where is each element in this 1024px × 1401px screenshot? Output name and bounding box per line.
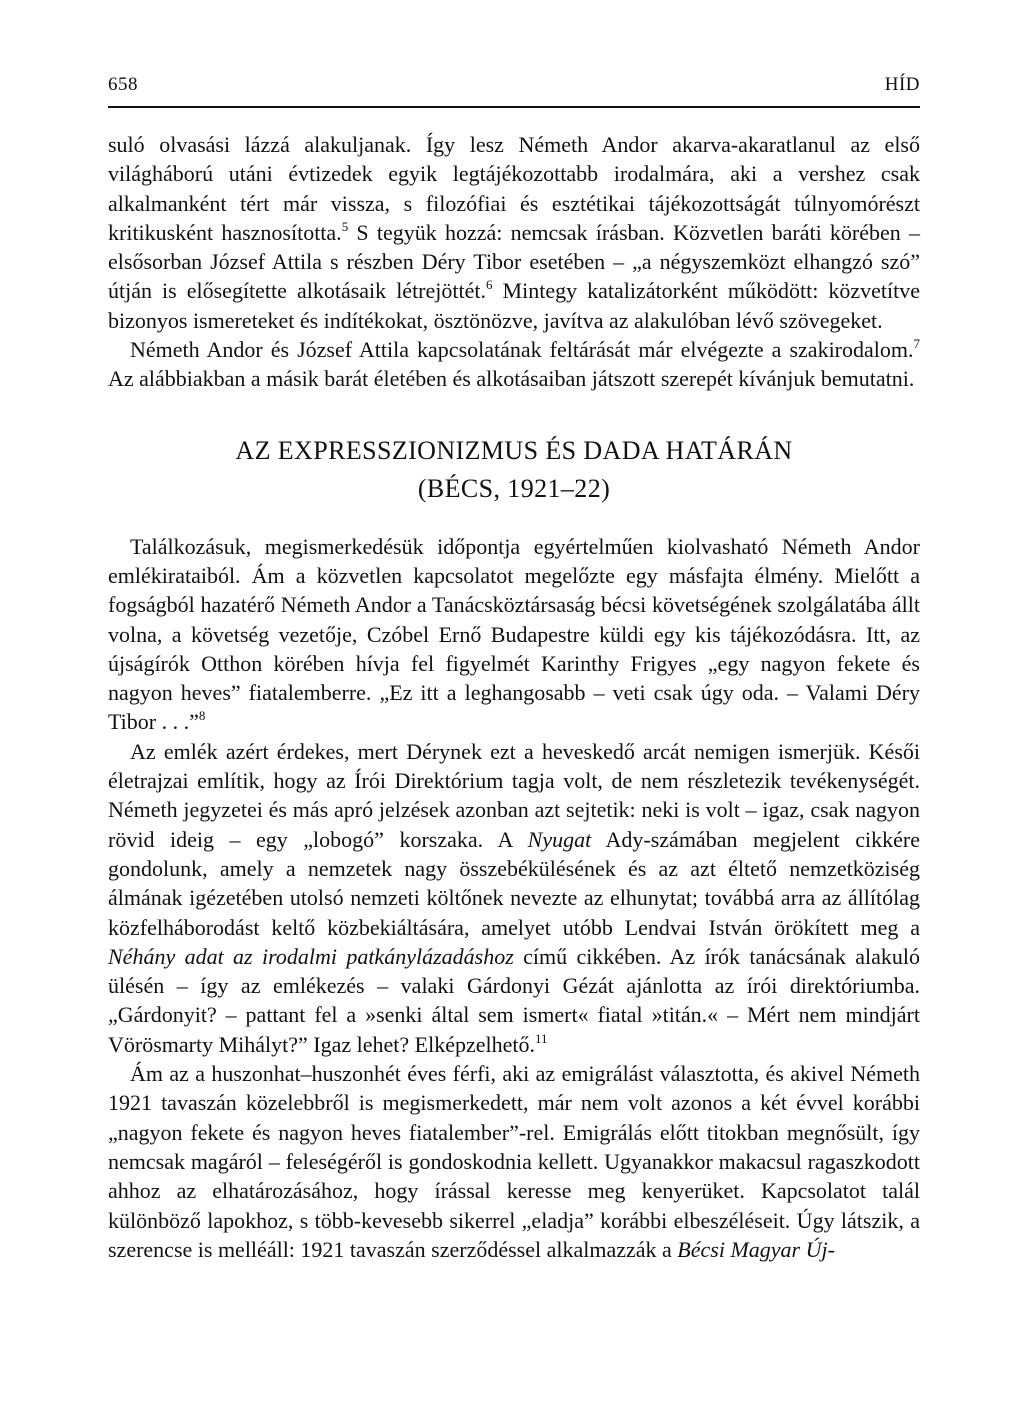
intro-paragraph-2: Németh Andor és József Attila kapcsolatának feltárását már elvégezte a szakirodalom.$^7$ Az alábbiakban a másik barát életében és alkotásaiban játszott szerepét kívánjuk bemutatni. [108,336,920,392]
italic-title-article: Néhány adat az irodalmi patkánylázadáshoz [108,943,514,969]
body-text [108,130,920,1264]
page-number: 658 [108,74,138,95]
italic-title-nyugat: Nyugat [527,826,592,852]
running-head [108,74,920,108]
journal-title: HÍD [884,74,920,95]
footnote-ref-8[interactable]: 8 [198,708,206,724]
section-heading-line-2: (BÉCS, 1921–22) [417,473,611,503]
italic-title-newspaper: Bécsi Magyar Új- [677,1236,835,1262]
footnote-ref-11[interactable]: 11 [535,1030,548,1046]
footnote-ref-5[interactable]: 5 [341,218,349,234]
section-heading-line-1: AZ EXPRESSZIONIZMUS ÉS DADA HATÁRÁN [235,435,793,465]
main-paragraph-2: Az emlék azért érdekes, mert Dérynek ezt a heveskedő arcát nemigen ismerjük. Késői életrajzai említik, hogy az Írói Direktórium tagja volt, de nem részletezik tevékenységét. Németh jegyzetei és más apró jelzések azonban azt sejtetik: neki is volt – igaz, csak nagyon rövid ideig – egy „lobogó” korszaka. A Nyugat Ady-számában megjelent cikkére gondolunk, amely a nemzetek nagy összebékülésének és az azt éltető nemzetköziség álmának igézetében utolsó nemzeti költőnek nevezte az elhunytat; továbbá arra az állítólag közfelháborodást keltő közbekiáltására, amelyet utóbb Lendvai István örökített meg a Néhány adat az irodalmi patkánylázadáshoz című cikkében. Az írók tanácsának alakuló ülésén – így az emlékezés – valaki Gárdonyi Gézát ajánlotta az írói direktóriumba. „Gárdonyit? – pattant fel a »senki által sem ismert« fiatal »titán.« – Mért nem mindjárt Vörösmarty Mihályt?” Igaz lehet? Elképzelhető.$^{11}$ [108,738,920,1057]
section-heading [108,432,920,508]
page [108,74,920,1264]
main-paragraph-1: Találkozásuk, megismerkedésük időpontja egyértelműen kiolvasható Németh Andor emlékirataiból. Ám a közvetlen kapcsolatot megelőzte egy másfajta élmény. Mielőtt a fogságból hazatérő Németh Andor a Tanácsköztársaság bécsi követségének szolgálatába állt volna, a követség vezetője, Czóbel Ernő Budapestre küldi egy kis tájékozódásra. Itt, az újságírók Otthon körében hívja fel figyelmét Karinthy Frigyes „egy nagyon fekete és nagyon heves” fiatalemberre. „Ez itt a leghangosabb – veti csak úgy oda. – Valami Déry Tibor . . .”$^8$ [108,533,920,735]
footnote-ref-6[interactable]: 6 [486,277,493,293]
footnote-ref-7[interactable]: 7 [913,336,920,352]
main-paragraph-3: Ám az a huszonhat–huszonhét éves férfi, aki az emigrálást választotta, és akivel Németh 1921 tavaszán közelebbről is megismerkedett, már nem volt azonos a két évvel korábbi „nagyon fekete és nagyon heves fiatalember”-rel. Emigrálás előtt titokban megnősült, így nemcsak magáról – feleségéről is gondoskodnia kellett. Ugyanakkor makacsul ragaszkodott ahhoz az elhatározásához, hogy írással keresse meg kenyerüket. Kapcsolatot talál különböző lapokhoz, s több-kevesebb sikerrel „eladja” korábbi elbeszéléseit. Úgy látszik, a szerencse is melléáll: 1921 tavaszán szerződéssel alkalmazzák a Bécsi Magyar Új- [108,1061,920,1262]
intro-paragraph-1: suló olvasási lázzá alakuljanak. Így lesz Németh Andor akarva-akaratlanul az első világháború utáni évtizedek egyik legtájékozottabb irodalmára, aki a vershez csak alkalmanként tért már vissza, s filozófiai és esztétikai tájékozottságát túlnyomórészt kritikusként hasznosította.$^5$ S tegyük hozzá: nemcsak írásban. Közvetlen baráti körében – elsősorban József Attila s részben Déry Tibor esetében – „a négyszemközt elhangzó szó” útján is elősegítette alkotásaik létrejöttét.$^6$ Mintegy katalizátorként működött: közvetítve bizonyos ismereteket és indítékokat, ösztönözve, javítva az alakulóban lévő szövegeket. [108,132,920,333]
